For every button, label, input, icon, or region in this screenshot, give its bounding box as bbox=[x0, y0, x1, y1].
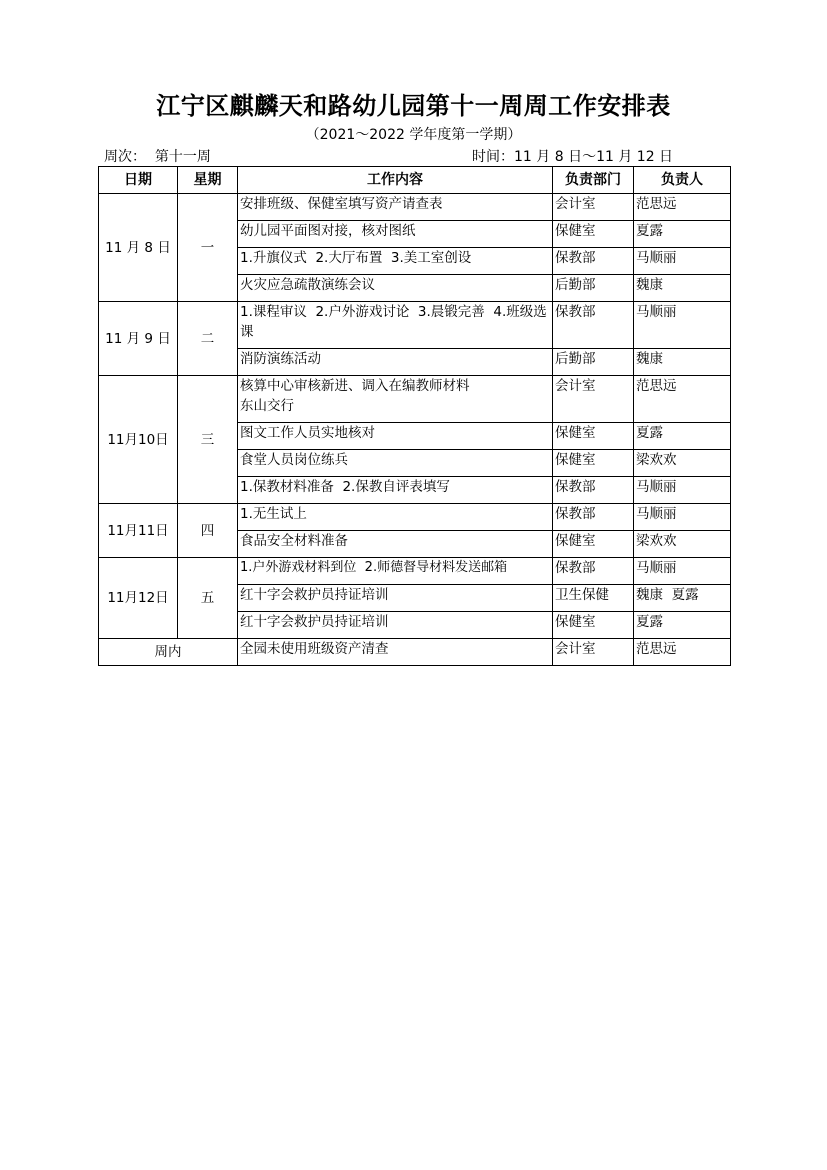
table-row bbox=[99, 504, 731, 531]
week-label: 周次： 第十一周 bbox=[104, 149, 211, 165]
person-cell: 夏露 bbox=[634, 221, 731, 248]
date-cell: 11月11日 bbox=[99, 504, 178, 558]
person-cell: 夏露 bbox=[634, 612, 731, 639]
dept-cell: 保教部 bbox=[553, 504, 634, 531]
content-cell: 红十字会救护员持证培训 bbox=[238, 585, 553, 612]
dept-cell: 会计室 bbox=[553, 639, 634, 666]
dept-cell: 保健室 bbox=[553, 450, 634, 477]
dept-cell: 保教部 bbox=[553, 248, 634, 275]
person-cell: 梁欢欢 bbox=[634, 531, 731, 558]
weekday-cell: 五 bbox=[178, 558, 238, 639]
date-cell: 11月12日 bbox=[99, 558, 178, 639]
content-cell: 安排班级、保健室填写资产请查表 bbox=[238, 194, 553, 221]
person-cell: 马顺丽 bbox=[634, 248, 731, 275]
person-cell: 马顺丽 bbox=[634, 477, 731, 504]
dept-cell: 保健室 bbox=[553, 612, 634, 639]
person-cell: 范思远 bbox=[634, 376, 731, 423]
col-header-dept: 负责部门 bbox=[553, 167, 634, 194]
schedule-table bbox=[98, 166, 731, 666]
weekday-cell: 三 bbox=[178, 376, 238, 504]
table-header-row bbox=[99, 167, 731, 194]
dept-cell: 卫生保健 bbox=[553, 585, 634, 612]
weekday-cell: 四 bbox=[178, 504, 238, 558]
dept-cell: 会计室 bbox=[553, 194, 634, 221]
table-row bbox=[99, 194, 731, 221]
content-cell: 食堂人员岗位练兵 bbox=[238, 450, 553, 477]
table-row bbox=[99, 639, 731, 666]
content-cell: 1.课程审议 2.户外游戏讨论 3.晨锻完善 4.班级选课 bbox=[238, 302, 553, 349]
person-cell: 梁欢欢 bbox=[634, 450, 731, 477]
content-cell: 红十字会救护员持证培训 bbox=[238, 612, 553, 639]
content-cell: 食品安全材料准备 bbox=[238, 531, 553, 558]
dept-cell: 后勤部 bbox=[553, 275, 634, 302]
date-cell: 11 月 9 日 bbox=[99, 302, 178, 376]
person-cell: 范思远 bbox=[634, 194, 731, 221]
dept-cell: 保健室 bbox=[553, 423, 634, 450]
person-cell: 夏露 bbox=[634, 423, 731, 450]
col-header-person: 负责人 bbox=[634, 167, 731, 194]
content-cell: 核算中心审核新进、调入在编教师材料 东山交行 bbox=[238, 376, 553, 423]
dept-cell: 保教部 bbox=[553, 302, 634, 349]
content-cell: 火灾应急疏散演练会议 bbox=[238, 275, 553, 302]
col-header-date: 日期 bbox=[99, 167, 178, 194]
person-cell: 马顺丽 bbox=[634, 504, 731, 531]
person-cell: 魏康 夏露 bbox=[634, 585, 731, 612]
content-cell: 消防演练活动 bbox=[238, 349, 553, 376]
dept-cell: 后勤部 bbox=[553, 349, 634, 376]
content-cell: 1.保教材料准备 2.保教自评表填写 bbox=[238, 477, 553, 504]
person-cell: 马顺丽 bbox=[634, 302, 731, 349]
dept-cell: 保教部 bbox=[553, 477, 634, 504]
weekday-cell: 一 bbox=[178, 194, 238, 302]
content-cell: 幼儿园平面图对接，核对图纸 bbox=[238, 221, 553, 248]
content-cell: 1.户外游戏材料到位 2.师德督导材料发送邮箱 bbox=[238, 558, 553, 585]
dept-cell: 保教部 bbox=[553, 558, 634, 585]
table-row bbox=[99, 302, 731, 349]
period-cell: 周内 bbox=[99, 639, 238, 666]
page-subtitle: （2021～2022 学年度第一学期） bbox=[305, 127, 522, 143]
dept-cell: 保健室 bbox=[553, 221, 634, 248]
person-cell: 魏康 bbox=[634, 275, 731, 302]
col-header-weekday: 星期 bbox=[178, 167, 238, 194]
dept-cell: 会计室 bbox=[553, 376, 634, 423]
time-label: 时间：11 月 8 日～11 月 12 日 bbox=[472, 149, 674, 165]
person-cell: 马顺丽 bbox=[634, 558, 731, 585]
date-cell: 11月10日 bbox=[99, 376, 178, 504]
date-cell: 11 月 8 日 bbox=[99, 194, 178, 302]
weekday-cell: 二 bbox=[178, 302, 238, 376]
content-cell: 全园未使用班级资产清查 bbox=[238, 639, 553, 666]
person-cell: 范思远 bbox=[634, 639, 731, 666]
page-title: 江宁区麒麟天和路幼儿园第十一周周工作安排表 bbox=[156, 91, 671, 120]
content-cell: 1.升旗仪式 2.大厅布置 3.美工室创设 bbox=[238, 248, 553, 275]
col-header-content: 工作内容 bbox=[238, 167, 553, 194]
table-row bbox=[99, 558, 731, 585]
table-row bbox=[99, 376, 731, 423]
person-cell: 魏康 bbox=[634, 349, 731, 376]
dept-cell: 保健室 bbox=[553, 531, 634, 558]
content-cell: 1.无生试上 bbox=[238, 504, 553, 531]
content-cell: 图文工作人员实地核对 bbox=[238, 423, 553, 450]
meta-line bbox=[104, 146, 694, 164]
